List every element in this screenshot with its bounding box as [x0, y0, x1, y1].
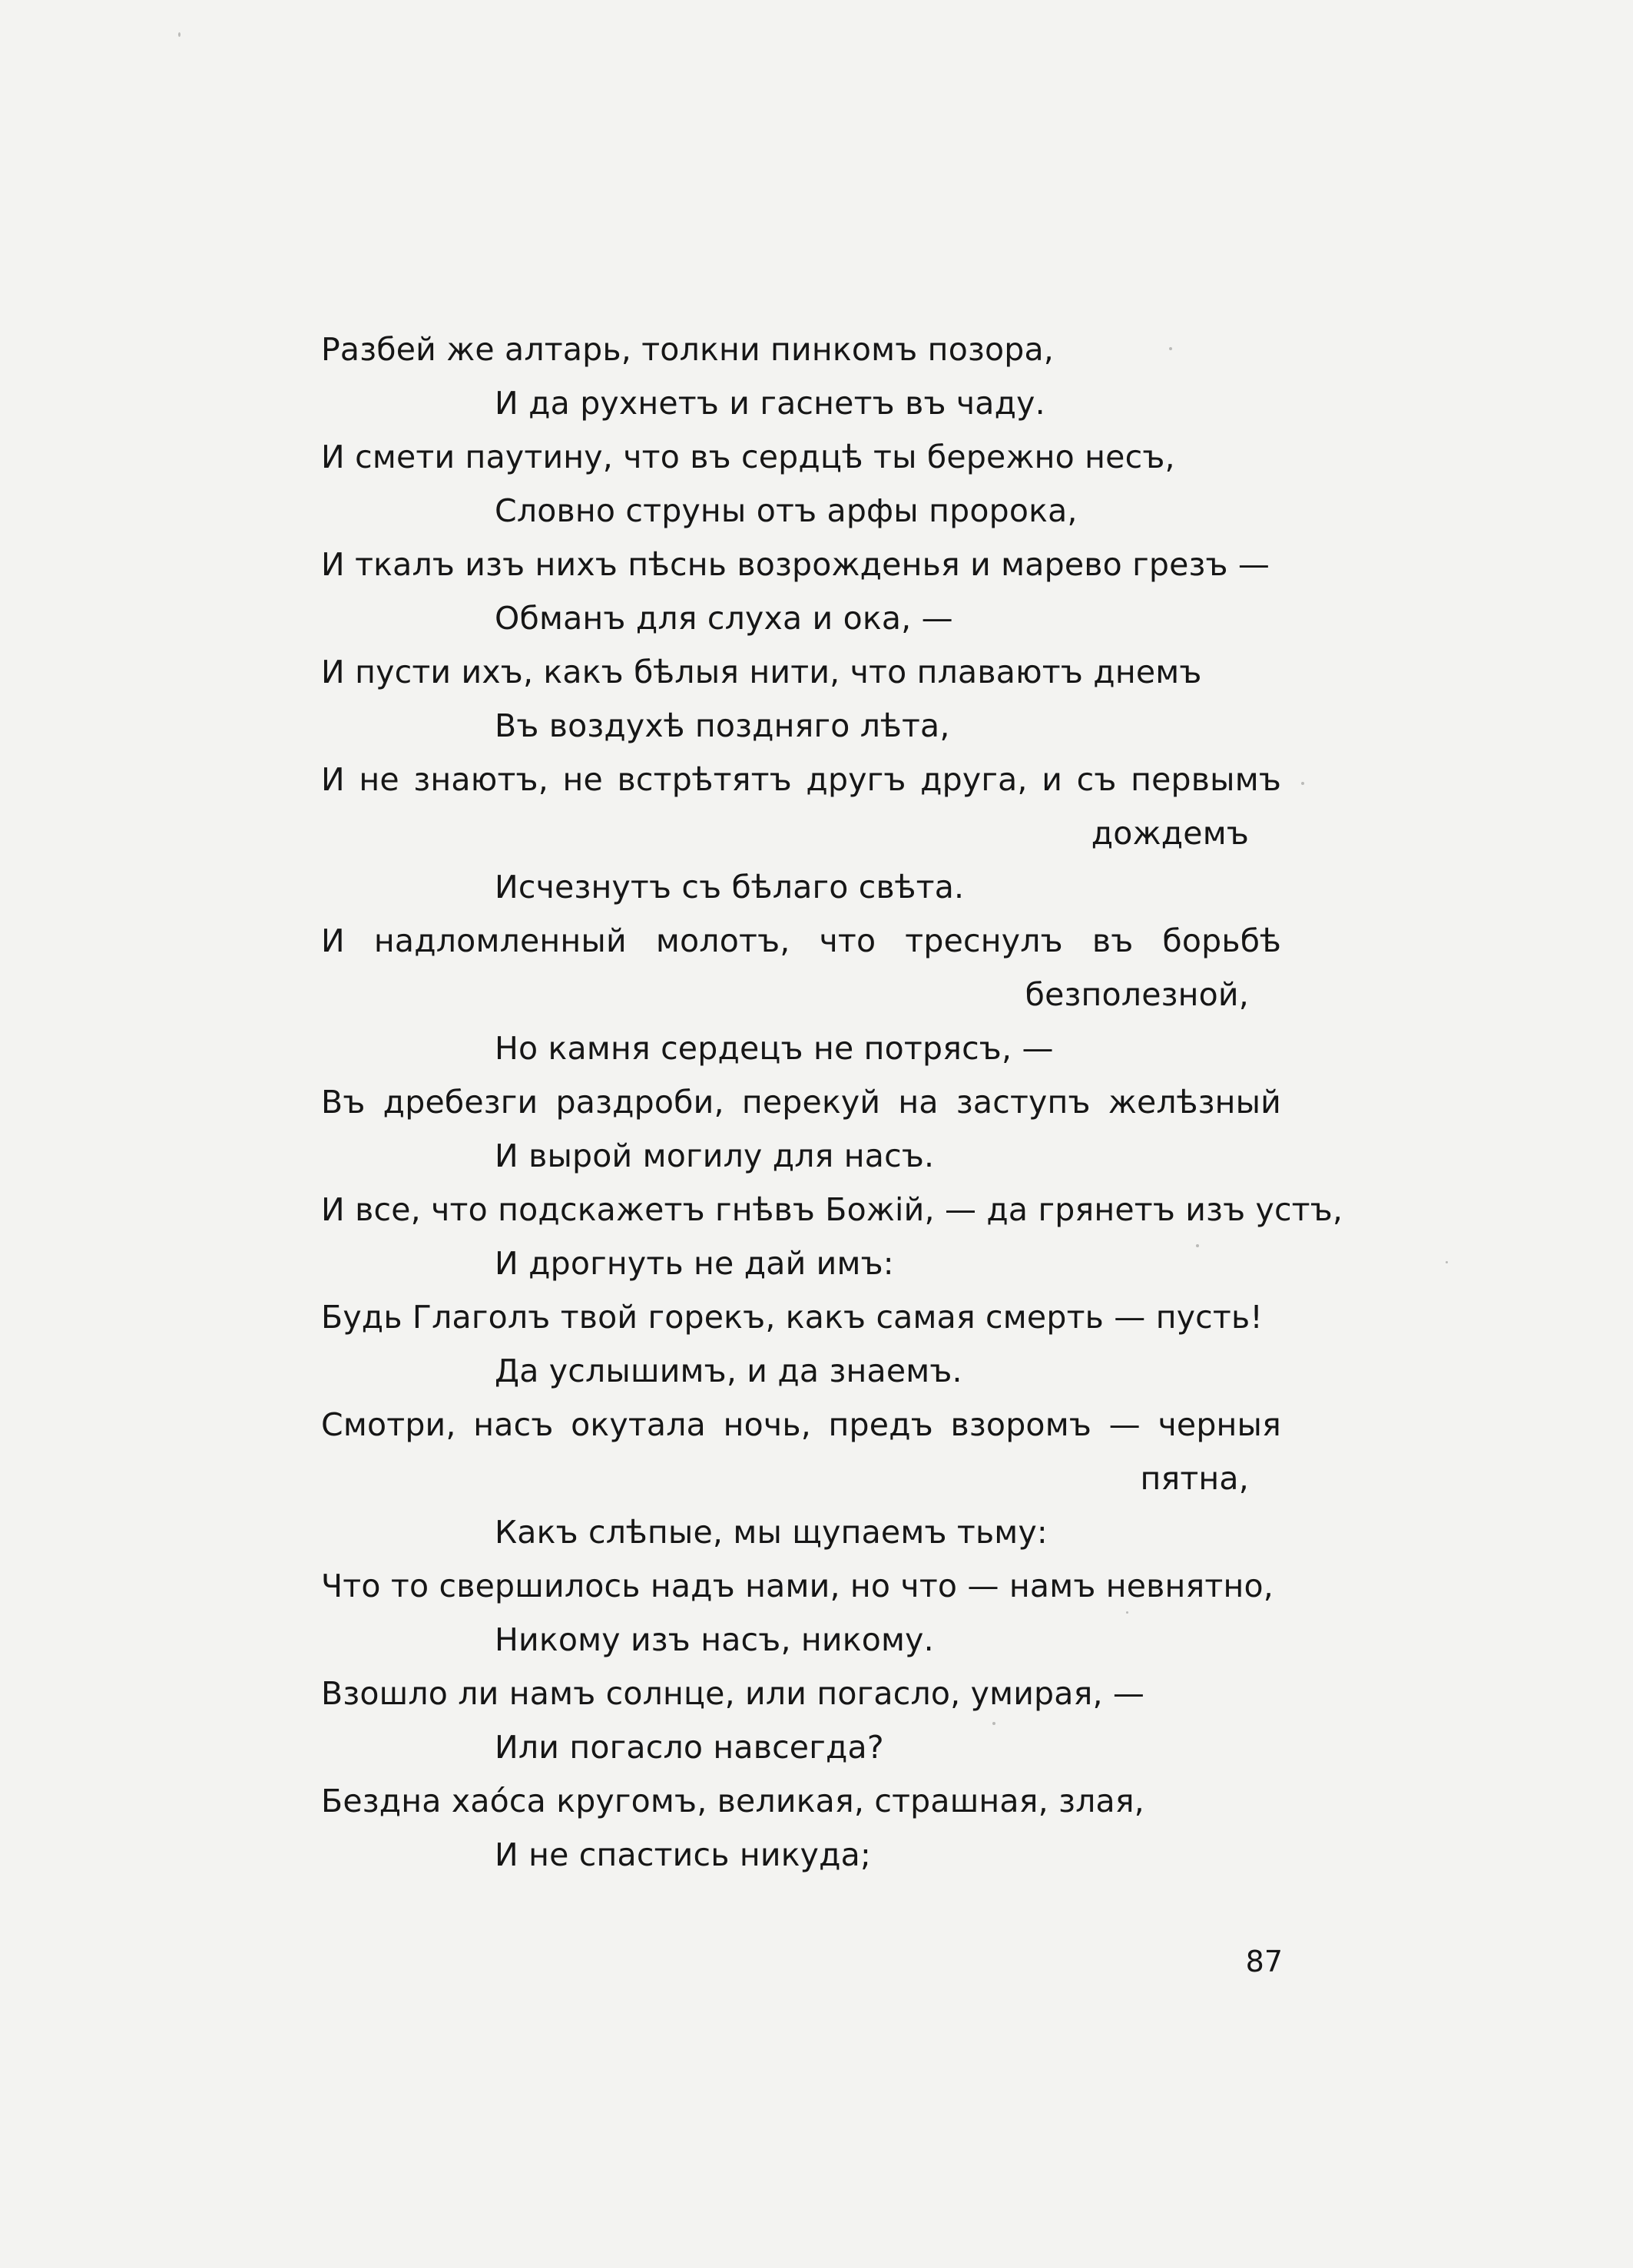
poem-line: И надломленный молотъ, что треснулъ въ борьбѣ [321, 922, 1281, 959]
poem-line: И не спастись никуда; [495, 1836, 872, 1873]
paper-speck [1169, 347, 1172, 350]
poem-line: Будь Глаголъ твой горекъ, какъ самая смерть — пусть! [321, 1299, 1263, 1336]
poem-line: Бездна хаóса кругомъ, великая, страшная, злая, [321, 1783, 1144, 1819]
paper-speck [992, 1722, 995, 1725]
poem-line: И ткалъ изъ нихъ пѣснь возрожденья и марево грезъ — [321, 546, 1270, 583]
paper-speck [1446, 1261, 1448, 1263]
paper-speck [1126, 1611, 1128, 1614]
poem-line: И да рухнетъ и гаснетъ въ чаду. [495, 385, 1045, 422]
poem-line: Какъ слѣпые, мы щупаемъ тьму: [495, 1514, 1048, 1551]
poem-line: Взошло ли намъ солнце, или погасло, умирая, — [321, 1675, 1145, 1712]
poem-line: Словно струны отъ арфы пророка, [495, 492, 1078, 529]
poem-line: И дрогнуть не дай имъ: [495, 1245, 894, 1282]
poem-line: Исчезнутъ съ бѣлаго свѣта. [495, 869, 965, 906]
paper-speck [1196, 1244, 1199, 1247]
poem-line-continuation: пятна, [1140, 1460, 1249, 1497]
poem-line: Въ воздухѣ поздняго лѣта, [495, 707, 950, 744]
poem-line: Но камня сердецъ не потрясъ, — [495, 1030, 1054, 1067]
page-number: 87 [1245, 1945, 1283, 1978]
poem-line: Обманъ для слуха и ока, — [495, 600, 953, 637]
poem-line: Въ дребезги раздроби, перекуй на заступъ желѣзный [321, 1084, 1281, 1121]
poem-line: Или погасло навсегда? [495, 1729, 884, 1766]
poem-text [321, 323, 1343, 1882]
poem-line: Смотри, насъ окутала ночь, предъ взоромъ — черныя [321, 1406, 1281, 1443]
poem-line: И все, что подскажетъ гнѣвъ Божій, — да грянетъ изъ устъ, [321, 1191, 1343, 1228]
poem-line: И не знаютъ, не встрѣтятъ другъ друга, и съ первымъ [321, 761, 1281, 798]
poem-line-continuation: безполезной, [1025, 976, 1249, 1013]
poem-line: И вырой могилу для насъ. [495, 1137, 935, 1174]
poem-line: Никому изъ насъ, никому. [495, 1621, 934, 1658]
paper-speck [1301, 782, 1304, 785]
poem-line: Разбей же алтарь, толкни пинкомъ позора, [321, 331, 1055, 368]
poem-line-continuation: дождемъ [1091, 815, 1249, 852]
poem-line: Да услышимъ, и да знаемъ. [495, 1353, 962, 1389]
poem-line: И смети паутину, что въ сердцѣ ты бережно несъ, [321, 439, 1175, 475]
paper-speck [178, 32, 181, 37]
poem-line: И пусти ихъ, какъ бѣлыя нити, что плаваютъ днемъ [321, 654, 1202, 690]
poem-line: Что то свершилось надъ нами, но что — намъ невнятно, [321, 1568, 1274, 1604]
